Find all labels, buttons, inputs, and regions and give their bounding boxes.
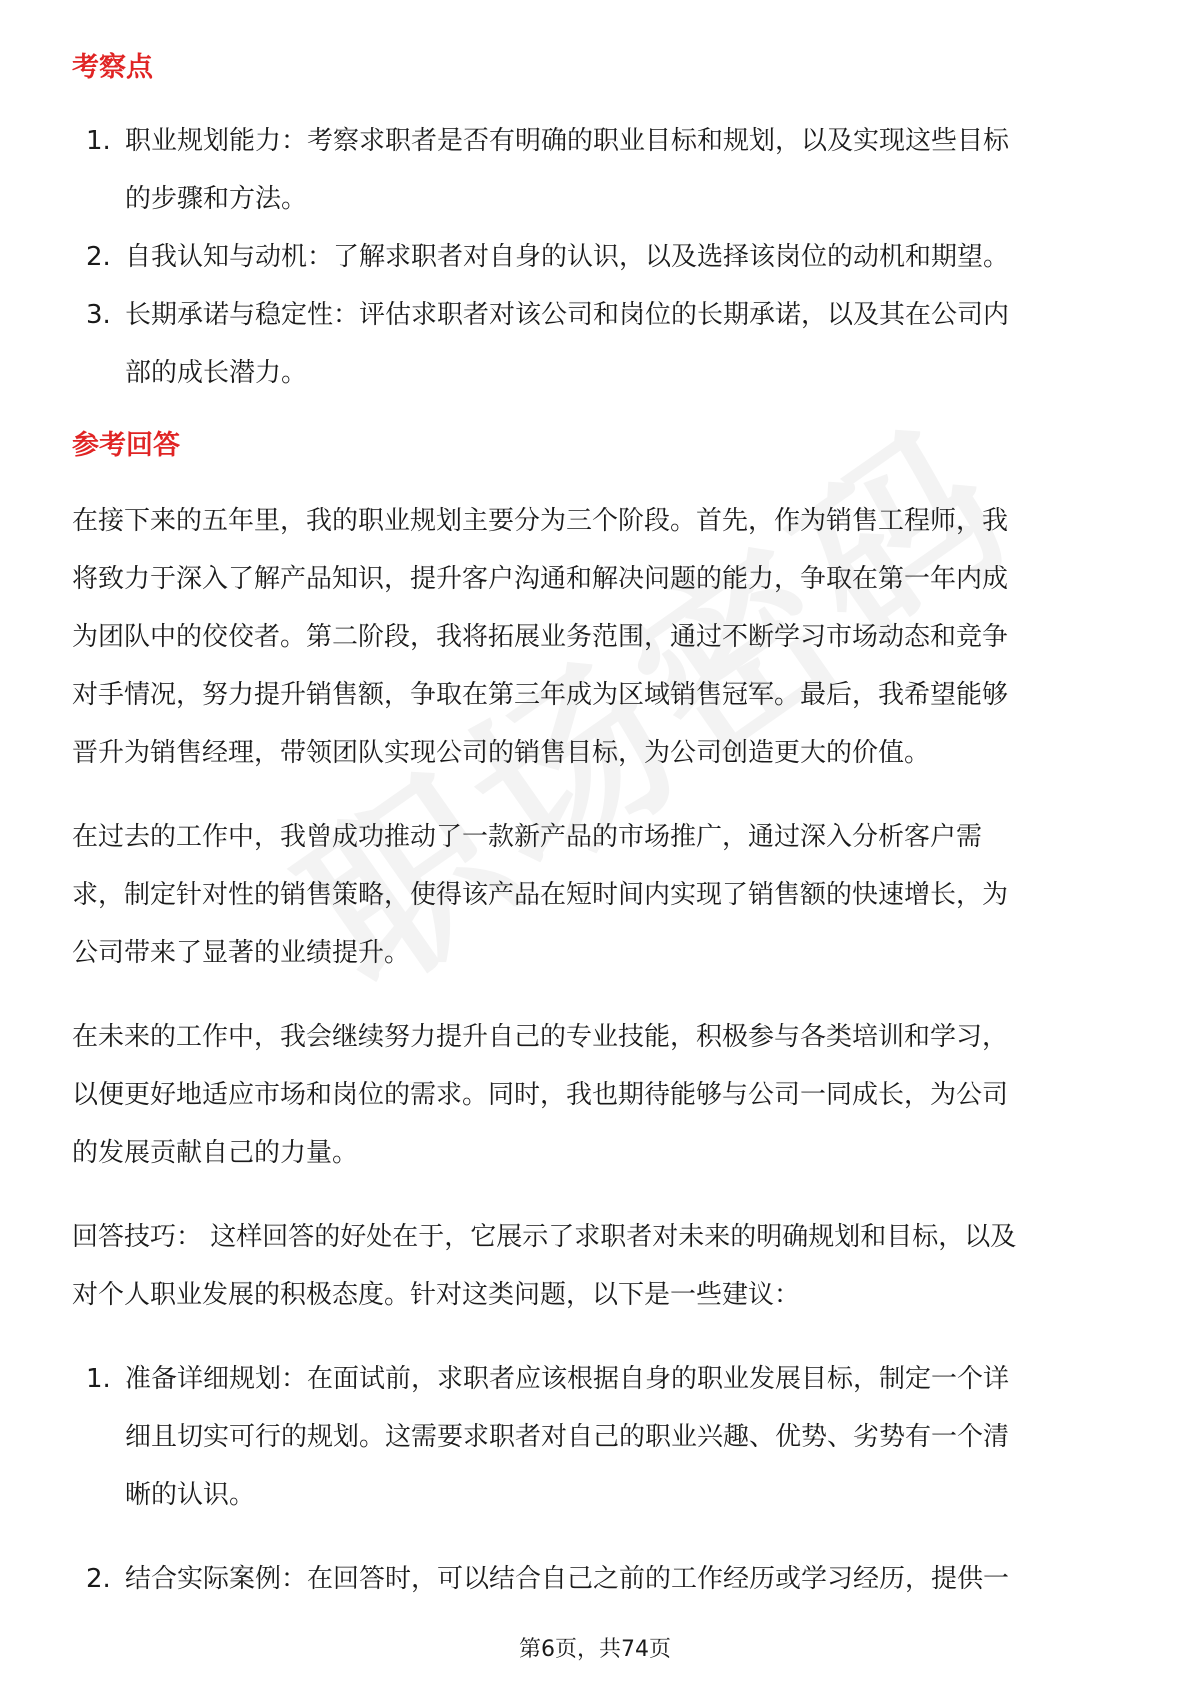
answer-paragraph: 在过去的工作中，我曾成功推动了一款新产品的市场推广，通过深入分析客户需 求，制定针对性的销售策略，使得该产品在短时间内实现了销售额的快速增长，为 公司带来了显著的业绩提升。 [72, 822, 1009, 968]
section-title-answer: 参考回答 [72, 430, 180, 461]
focus-list [72, 112, 1122, 402]
list-item: 3. 长期承诺与稳定性：评估求职者对该公司和岗位的长期承诺，以及其在公司内 部的成长潜力。 [86, 300, 1010, 388]
tips-list [72, 1350, 1122, 1608]
list-item: 2. 自我认知与动机：了解求职者对自身的认识，以及选择该岗位的动机和期望。 [86, 242, 1010, 272]
answer-paragraph: 在接下来的五年里，我的职业规划主要分为三个阶段。首先，作为销售工程师，我 将致力于深入了解产品知识，提升客户沟通和解决问题的能力，争取在第一年内成 为团队中的佼佼者。第二阶段，我将拓展业务范围，通过不断学习市场动态和竞争 对手情况，努力提升销售额，争取在第三年成为区域销售冠军。最后，我希望能够 晋升为销售经理，带领团队实现公司的销售目标，为公司创造更大的价值。 [72, 506, 1009, 768]
answer-tips-intro: 回答技巧： 这样回答的好处在于，它展示了求职者对未来的明确规划和目标，以及 对个人职业发展的积极态度。针对这类问题，以下是一些建议： [72, 1222, 1017, 1310]
page-footer: 第6页，共74页 [519, 1637, 671, 1662]
document-page [72, 48, 1122, 1608]
list-item: 1. 职业规划能力：考察求职者是否有明确的职业目标和规划，以及实现这些目标 的步骤和方法。 [86, 126, 1010, 214]
answer-paragraph: 在未来的工作中，我会继续努力提升自己的专业技能，积极参与各类培训和学习， 以便更好地适应市场和岗位的需求。同时，我也期待能够与公司一同成长，为公司 的发展贡献自己的力量。 [72, 1022, 1009, 1168]
list-item: 2. 结合实际案例：在回答时，可以结合自己之前的工作经历或学习经历，提供一 [86, 1564, 1010, 1594]
section-title-focus: 考察点 [72, 52, 153, 83]
list-item: 1. 准备详细规划：在面试前，求职者应该根据自身的职业发展目标，制定一个详 细且切实可行的规划。这需要求职者对自己的职业兴趣、优势、劣势有一个清 晰的认识。 [86, 1364, 1010, 1510]
